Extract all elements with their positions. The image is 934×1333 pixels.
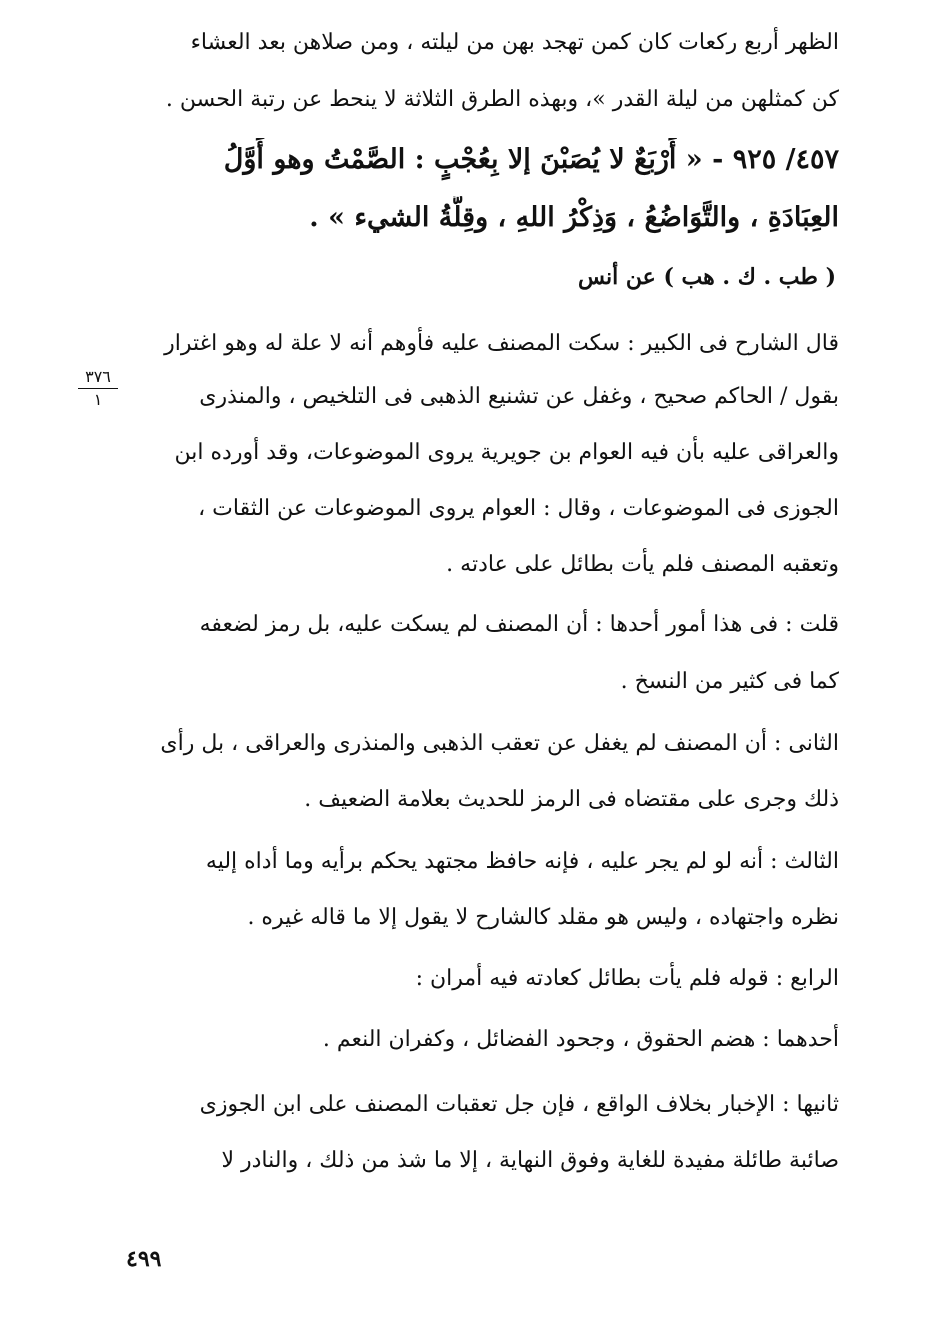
text-line: ثانيها : الإخبار بخلاف الواقع ، فإن جل تعقبات المصنف على ابن الجوزى: [199, 1092, 839, 1117]
text-line: وتعقبه المصنف فلم يأت بطائل على عادته .: [446, 552, 839, 577]
hadith-line: ٤٥٧/ ٩٢٥ - « أَرْبَعٌ لا يُصَبْنَ إلا بِعُجْبٍ : الصَّمْتُ وهو أَوَّلُ: [223, 144, 839, 175]
text-line: الثالث : أنه لو لم يجر عليه ، فإنه حافظ مجتهد يحكم برأيه وما أداه إليه: [205, 849, 839, 874]
text-line: كن كمثلهن من ليلة القدر »، وبهذه الطرق الثلاثة لا ينحط عن رتبة الحسن .: [165, 87, 839, 112]
text-line: قلت : فى هذا أمور أحدها : أن المصنف لم يسكت عليه، بل رمز لضعفه: [199, 612, 839, 637]
margin-reference-numerator: ٣٧٦: [78, 368, 118, 389]
text-line: الظهر أربع ركعات كان كمن تهجد بهن من ليلته ، ومن صلاهن بعد العشاء: [190, 30, 839, 55]
text-line: صائبة طائلة مفيدة للغاية وفوق النهاية ، إلا ما شذ من ذلك ، والنادر لا: [221, 1148, 839, 1173]
hadith-source: ( طب . ك . هب ) عن أنس: [577, 264, 836, 290]
text-line: نظره واجتهاده ، وليس هو مقلد كالشارح لا يقول إلا ما قاله غيره .: [247, 905, 839, 930]
text-line: الرابع : قوله فلم يأت بطائل كعادته فيه أمران :: [415, 966, 839, 991]
text-line: أحدهما : هضم الحقوق ، وجحود الفضائل ، وكفران النعم .: [322, 1027, 839, 1052]
text-line: الجوزى فى الموضوعات ، وقال : العوام يروى الموضوعات عن الثقات ،: [198, 496, 839, 521]
text-line: الثانى : أن المصنف لم يغفل عن تعقب الذهبى والمنذرى والعراقى ، بل رأى: [160, 731, 839, 756]
text-line: بقول / الحاكم صحيح ، وغفل عن تشنيع الذهبى فى التلخيص ، والمنذرى: [199, 384, 839, 409]
margin-page-reference: [78, 368, 118, 409]
text-line: قال الشارح فى الكبير : سكت المصنف عليه فأوهم أنه لا علة له وهو اغترار: [164, 331, 839, 356]
text-line: كما فى كثير من النسخ .: [620, 669, 839, 694]
page-number: ٤٩٩: [126, 1246, 162, 1272]
text-line: ذلك وجرى على مقتضاه فى الرمز للحديث بعلامة الضعيف .: [304, 787, 839, 812]
hadith-line: العِبَادَةِ ، والتَّوَاضُعُ ، وَذِكْرُ اللهِ ، وقِلَّةُ الشيء » .: [309, 202, 839, 233]
margin-reference-denominator: ١: [93, 390, 103, 409]
text-line: والعراقى عليه بأن فيه العوام بن جويرية يروى الموضوعات، وقد أورده ابن: [174, 440, 839, 465]
